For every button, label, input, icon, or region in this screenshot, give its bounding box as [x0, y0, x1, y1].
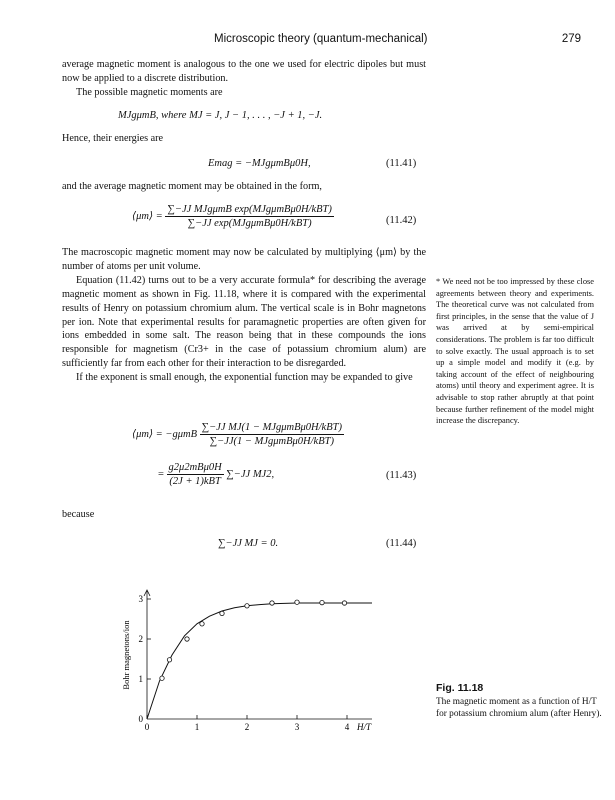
footnote: * We need not be too impressed by these close agreements between theory and experiments. The theoretical curve was not calculated from first principles, in the sense that the value of J was arrived at by semi-empirical considerations. The problem is far too difficult to solve exactly. The usual approach is to set up a simple model and modify it (e.g. by taking account of the effect of neighbouring atoms) until theory and experiment agree. It is advisable to stop rather abruptly at that point because further refinement of the model might increase the discrepancy. — [436, 277, 594, 426]
data-point — [167, 658, 171, 662]
data-point — [220, 611, 224, 615]
data-point — [320, 600, 324, 604]
paragraph-7: If the exponent is small enough, the exponential function may be expanded to give — [76, 372, 413, 384]
y-axis-label: Bohr magnetons/ion — [121, 620, 131, 690]
equation-11-43-fraction-2 — [167, 462, 224, 487]
equation-11-42-numerator: ∑−JJ MJgμmB exp(MJgμmBμ0H/kBT) — [167, 204, 332, 215]
equation-11-42 — [132, 204, 334, 229]
paragraph-1: average magnetic moment is analogous to the one we used for electric dipoles but must now be applied to a discrete distribution. — [62, 59, 426, 84]
data-point — [295, 600, 299, 604]
equation-11-42-fraction — [165, 204, 334, 229]
equation-11-43-numerator-2: g2μ2mBμ0H — [168, 462, 222, 473]
paragraph-intro — [62, 58, 426, 100]
equation-11-43-line-1 — [132, 422, 344, 447]
y-tick-label: 0 — [138, 714, 143, 724]
body-text-block — [62, 246, 426, 385]
paragraph-8: because — [62, 509, 95, 520]
figure-11-18-chart — [110, 582, 380, 742]
data-point — [245, 604, 249, 608]
equation-magnetic-moments: MJgμmB, where MJ = J, J − 1, . . . , −J + 1, −J. — [118, 110, 323, 121]
equation-11-43-denominator-1: ∑−JJ(1 − MJgμmBμ0H/kBT) — [209, 436, 334, 447]
x-tick-label: 3 — [294, 722, 300, 732]
x-axis-label: H/T — [357, 722, 372, 732]
data-point — [160, 676, 164, 680]
equation-number-11-44: (11.44) — [386, 538, 417, 549]
equation-11-43-denominator-2: (2J + 1)kBT — [169, 476, 221, 487]
equation-11-43-fraction-1 — [200, 422, 344, 447]
paragraph-6: Equation (11.42) turns out to be a very accurate formula* for describing the average magnetic moment as shown in Fig. 11.18, where it is compared with the experimental results of Henry on potassium chromium alum. The vertical scale is in Bohr magnetons per ion. Note that experimental results for paramagnetic properties are often given for ions embedded in some salt. The reason being that in these compounds the ions responsible for magnetism (Cr3+ in the case of potassium chromium alum) are sufficiently far from each other for their interaction to be disregarded. — [62, 274, 426, 370]
equation-11-43-numerator-1: ∑−JJ MJ(1 − MJgμmBμ0H/kBT) — [201, 422, 342, 433]
running-header: Microscopic theory (quantum-mechanical) — [214, 33, 428, 45]
data-point — [270, 601, 274, 605]
data-point — [185, 637, 189, 641]
equation-11-43-sum: ∑−JJ MJ2, — [226, 468, 275, 480]
equation-11-42-denominator: ∑−JJ exp(MJgμmBμ0H/kBT) — [187, 218, 312, 229]
equation-11-43-line-2: = $\frac{\text{g2μ2mBμ0H}}{\text{(2J + 1)kBT}}$ ∑−JJ MJ2, — [158, 462, 275, 487]
data-point — [342, 601, 346, 605]
y-tick-label: 1 — [138, 674, 143, 684]
equation-11-42-lhs: ⟨μm⟩ = — [132, 210, 163, 222]
y-tick-label: 3 — [138, 594, 143, 604]
equation-number-11-43: (11.43) — [386, 470, 417, 481]
paragraph-2: The possible magnetic moments are — [76, 86, 223, 98]
equation-number-11-41: (11.41) — [386, 158, 417, 169]
equation-11-44: ∑−JJ MJ = 0. — [218, 538, 279, 549]
data-point — [200, 622, 204, 626]
paragraph-4: and the average magnetic moment may be obtained in the form, — [62, 181, 322, 192]
page-number: 279 — [561, 33, 581, 45]
x-tick-label: 2 — [244, 722, 250, 732]
equation-number-11-42: (11.42) — [386, 215, 417, 226]
x-tick-label: 0 — [144, 722, 150, 732]
theory-curve — [147, 603, 372, 719]
equation-11-41: Emag = −MJgμmBμ0H, — [208, 158, 311, 169]
y-tick-label: 2 — [138, 634, 143, 644]
x-tick-label: 4 — [344, 722, 350, 732]
equation-11-43-lhs: ⟨μm⟩ = −gμmB — [132, 428, 197, 440]
figure-caption: The magnetic moment as a function of H/T for potassium chromium alum (after Henry). — [436, 697, 602, 719]
paragraph-3: Hence, their energies are — [62, 133, 164, 144]
x-tick-label: 1 — [194, 722, 200, 732]
figure-label: Fig. 11.18 — [436, 682, 484, 694]
paragraph-5: The macroscopic magnetic moment may now be calculated by multiplying ⟨μm⟩ by the number of atoms per unit volume. — [62, 247, 426, 272]
